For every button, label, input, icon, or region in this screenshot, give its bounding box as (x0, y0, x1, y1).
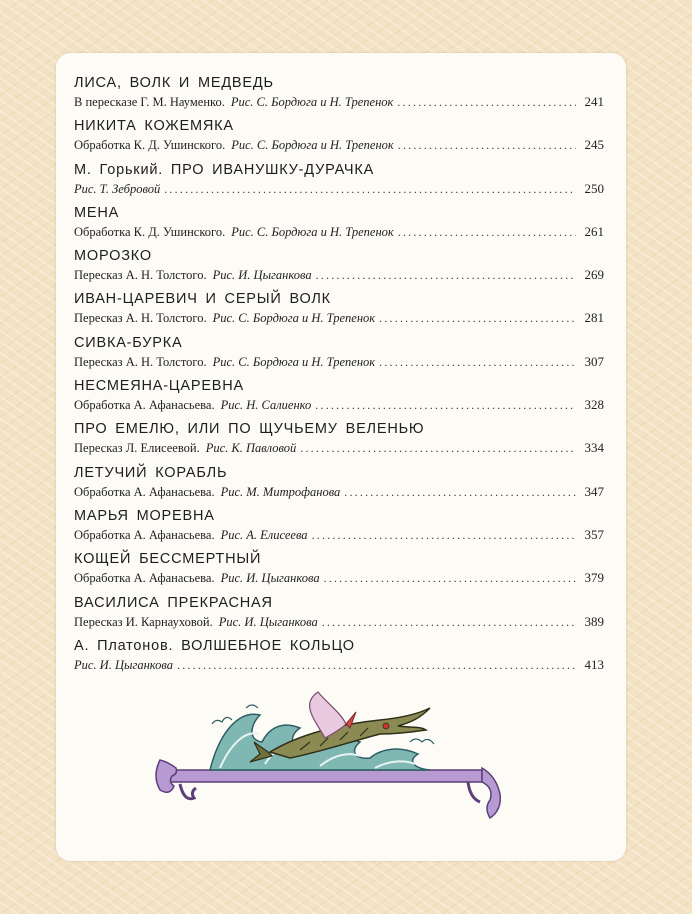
entry-meta (74, 266, 604, 284)
entry-title: СИВКА-БУРКА (74, 334, 183, 351)
dot-leader (316, 266, 576, 284)
entry-reteller: Пересказ И. Карнауховой. (74, 614, 213, 629)
entry-title: НИКИТА КОЖЕМЯКА (74, 118, 234, 135)
entry-illustrator: Рис. И. Цыганкова (220, 571, 320, 586)
entry-meta (74, 223, 604, 241)
entry-illustrator: Рис. И. Цыганкова (218, 614, 318, 629)
dot-leader (324, 569, 576, 587)
entry-reteller: Обработка А. Афанасьева. (74, 571, 215, 586)
entry-page-number: 307 (584, 353, 604, 369)
entry-title: НЕСМЕЯНА-ЦАРЕВНА (74, 378, 244, 395)
toc-entry[interactable] (74, 204, 604, 247)
dot-leader (397, 93, 576, 111)
entry-illustrator: Рис. А. Елисеева (220, 527, 308, 542)
dot-leader (398, 223, 576, 241)
entry-page-number: 379 (584, 570, 604, 586)
entry-reteller: Пересказ А. Н. Толстого. (74, 311, 207, 326)
toc-entry[interactable] (74, 637, 604, 680)
pike-in-waves-icon (150, 690, 510, 840)
entry-title: МЕНА (74, 204, 120, 221)
entry-title: ИВАН-ЦАРЕВИЧ И СЕРЫЙ ВОЛК (74, 291, 331, 308)
entry-title: М. Горький. ПРО ИВАНУШКУ-ДУРАЧКА (74, 161, 375, 178)
entry-title: ЛЕТУЧИЙ КОРАБЛЬ (74, 464, 228, 481)
entry-illustrator: Рис. С. Бордюга и Н. Трепенок (212, 311, 376, 326)
entry-meta (74, 93, 604, 111)
entry-page-number: 269 (584, 267, 604, 283)
entry-meta (74, 353, 604, 371)
toc-entry[interactable] (74, 594, 604, 637)
entry-illustrator: Рис. К. Павловой (205, 441, 297, 456)
entry-meta (74, 439, 604, 457)
entry-title: МАРЬЯ МОРЕВНА (74, 507, 215, 524)
entry-meta (74, 309, 604, 327)
entry-reteller: Пересказ А. Н. Толстого. (74, 268, 207, 283)
entry-illustrator: Рис. И. Цыганкова (74, 657, 173, 672)
entry-page-number: 389 (584, 613, 604, 629)
entry-meta (74, 180, 604, 198)
toc-entry[interactable] (74, 117, 604, 160)
toc-entry[interactable] (74, 464, 604, 507)
dot-leader (379, 353, 576, 371)
dot-leader (315, 396, 576, 414)
dot-leader (177, 656, 576, 674)
entry-meta (74, 396, 604, 414)
entry-meta (74, 656, 604, 674)
entry-title: МОРОЗКО (74, 248, 152, 265)
toc-entry[interactable] (74, 420, 604, 463)
dot-leader (300, 439, 576, 457)
entry-illustrator: Рис. Н. Салиенко (220, 398, 312, 413)
dot-leader (379, 309, 576, 327)
toc-entry[interactable] (74, 290, 604, 333)
entry-illustrator: Рис. М. Митрофанова (220, 484, 341, 499)
entry-reteller: Обработка А. Афанасьева. (74, 398, 215, 413)
entry-reteller: Пересказ А. Н. Толстого. (74, 354, 207, 369)
entry-meta (74, 613, 604, 631)
entry-illustrator: Рис. С. Бордюга и Н. Трепенок (231, 224, 394, 239)
toc-entry[interactable] (74, 550, 604, 593)
toc-entry[interactable] (74, 161, 604, 204)
toc-entry[interactable] (74, 334, 604, 377)
entry-meta (74, 136, 604, 154)
entry-page-number: 261 (584, 223, 604, 239)
entry-reteller: Обработка А. Афанасьева. (74, 527, 215, 542)
entry-page-number: 413 (584, 656, 604, 672)
entry-page-number: 347 (584, 483, 604, 499)
toc-entry[interactable] (74, 247, 604, 290)
entry-reteller: Обработка А. Афанасьева. (74, 484, 215, 499)
toc-entry[interactable] (74, 74, 604, 117)
entry-illustrator: Рис. С. Бордюга и Н. Трепенок (230, 95, 394, 109)
entry-page-number: 281 (584, 310, 604, 326)
entry-illustrator: Рис. И. Цыганкова (212, 268, 312, 283)
entry-reteller: Обработка К. Д. Ушинского. (74, 224, 226, 239)
entry-title: ВАСИЛИСА ПРЕКРАСНАЯ (74, 594, 273, 611)
entry-page-number: 250 (584, 180, 604, 196)
dot-leader (344, 483, 576, 501)
entry-meta (74, 526, 604, 544)
entry-title: ПРО ЕМЕЛЮ, ИЛИ ПО ЩУЧЬЕМУ ВЕЛЕНЬЮ (74, 421, 425, 438)
table-of-contents (74, 74, 604, 680)
dot-leader (312, 526, 576, 544)
dot-leader (398, 136, 576, 154)
entry-illustrator: Рис. Т. Зебровой (74, 181, 161, 196)
toc-entry[interactable] (74, 377, 604, 420)
entry-page-number: 241 (584, 94, 604, 109)
entry-reteller: В пересказе Г. М. Науменко. (74, 95, 225, 109)
entry-reteller: Обработка К. Д. Ушинского. (74, 138, 226, 153)
entry-page-number: 334 (584, 440, 604, 456)
dot-leader (322, 613, 576, 631)
entry-title: А. Платонов. ВОЛШЕБНОЕ КОЛЬЦО (74, 637, 355, 654)
entry-page-number: 328 (584, 397, 604, 413)
toc-entry[interactable] (74, 507, 604, 550)
entry-meta (74, 483, 604, 501)
entry-page-number: 357 (584, 526, 604, 542)
entry-title: КОЩЕЙ БЕССМЕРТНЫЙ (74, 551, 262, 568)
dot-leader (164, 180, 576, 198)
entry-title: ЛИСА, ВОЛК И МЕДВЕДЬ (74, 75, 274, 91)
entry-page-number: 245 (584, 137, 604, 153)
entry-illustrator: Рис. С. Бордюга и Н. Трепенок (212, 354, 376, 369)
entry-meta (74, 569, 604, 587)
entry-reteller: Пересказ Л. Елисеевой. (74, 441, 200, 456)
entry-illustrator: Рис. С. Бордюга и Н. Трепенок (231, 138, 394, 153)
